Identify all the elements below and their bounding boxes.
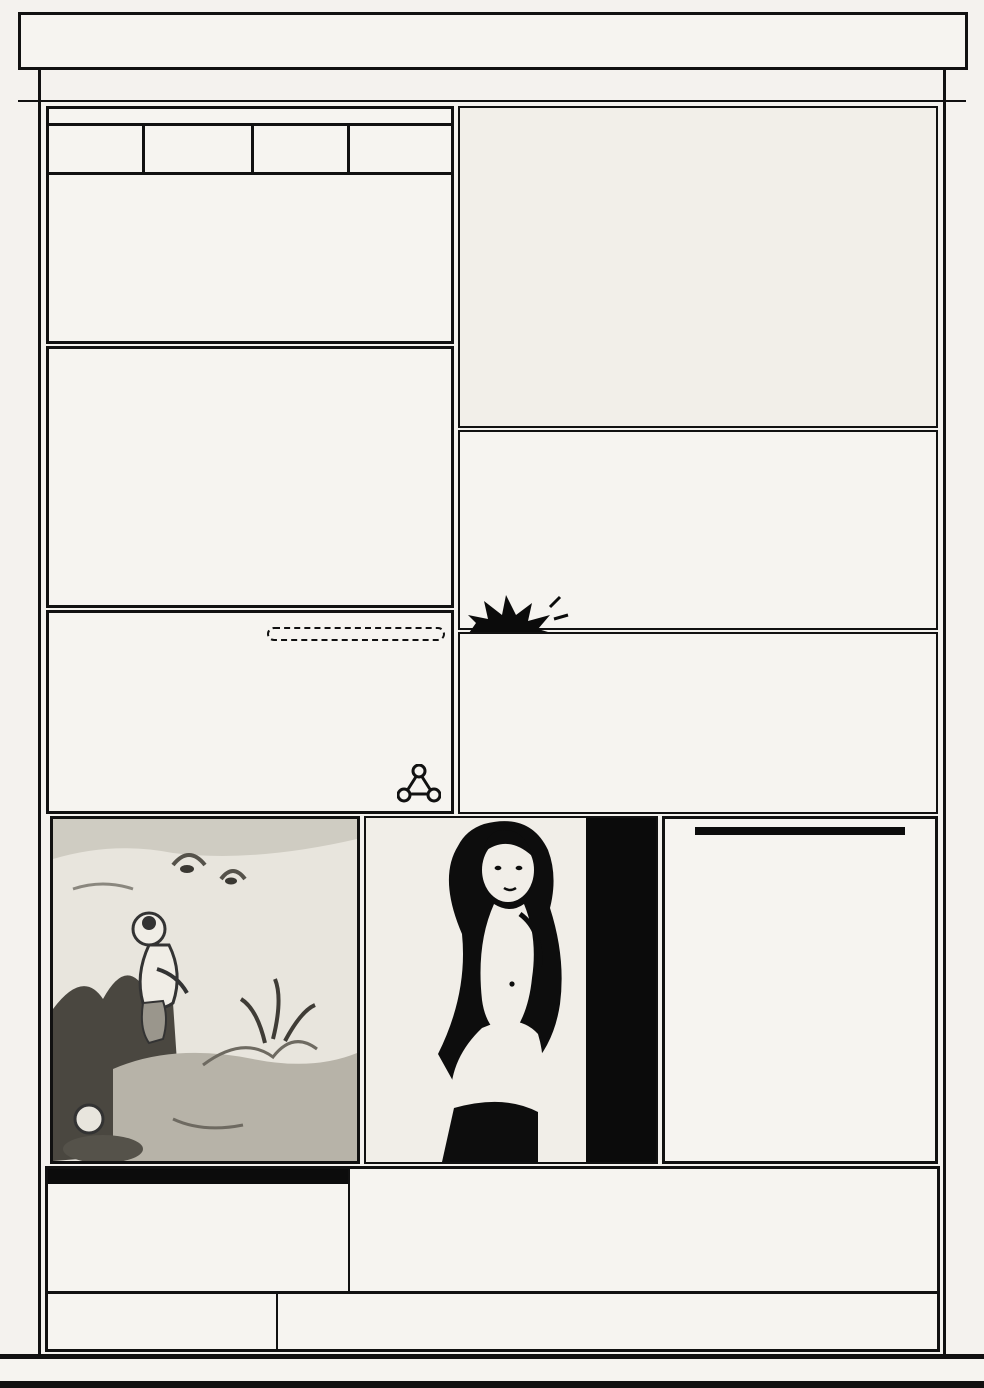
three-in-two-box [46, 610, 454, 814]
gates-stats-values [278, 1294, 937, 1349]
iron-triangle-icon [397, 764, 441, 810]
photo-panel [364, 816, 658, 1164]
special-poem-label [665, 835, 935, 851]
cell-even [350, 126, 451, 172]
masthead [18, 12, 968, 70]
night-talk-box [662, 816, 938, 1164]
bigsmall-oddeven-row [49, 126, 451, 175]
guess-special-text [665, 881, 935, 895]
daotie-row [460, 652, 936, 662]
number-dot-matrix [350, 1169, 937, 1291]
brand-strip-left [0, 70, 41, 1388]
special-poem [665, 851, 935, 865]
recent-results-list [48, 1169, 350, 1291]
cartoon-panel [50, 816, 360, 1164]
gates-stats-title [54, 1294, 276, 1295]
cell-oddeven [254, 126, 350, 172]
special-send-row [665, 895, 935, 917]
special-leak-numbers [49, 183, 451, 193]
gift-box [46, 346, 454, 608]
footer-bar [0, 1354, 984, 1388]
recent-results-zone [45, 1166, 940, 1294]
brand-strip-right [943, 70, 984, 1388]
photo-panel-right-title [586, 818, 656, 1162]
wang-roar-box [458, 430, 938, 630]
reminder-box [458, 632, 938, 814]
recent-results-title [48, 1169, 348, 1184]
guess-special-label [665, 865, 935, 881]
gates-stats-table [45, 1294, 940, 1352]
brand-strip-top [18, 70, 966, 102]
cartoon-illustration [53, 819, 357, 1161]
masthead-collage [458, 106, 938, 428]
double-dare-inset [267, 627, 445, 641]
cell-big [145, 126, 254, 172]
gates-stats-labels [48, 1294, 278, 1349]
three-in-two-body [95, 613, 451, 811]
woman-photo [424, 818, 594, 1164]
gift-box-title [49, 349, 451, 355]
cell-bigsmall [49, 126, 145, 172]
special-number-box [46, 106, 454, 344]
night-talk-title [695, 827, 905, 835]
three-in-two-vertical-title [49, 613, 95, 811]
special-box-title [49, 109, 451, 126]
